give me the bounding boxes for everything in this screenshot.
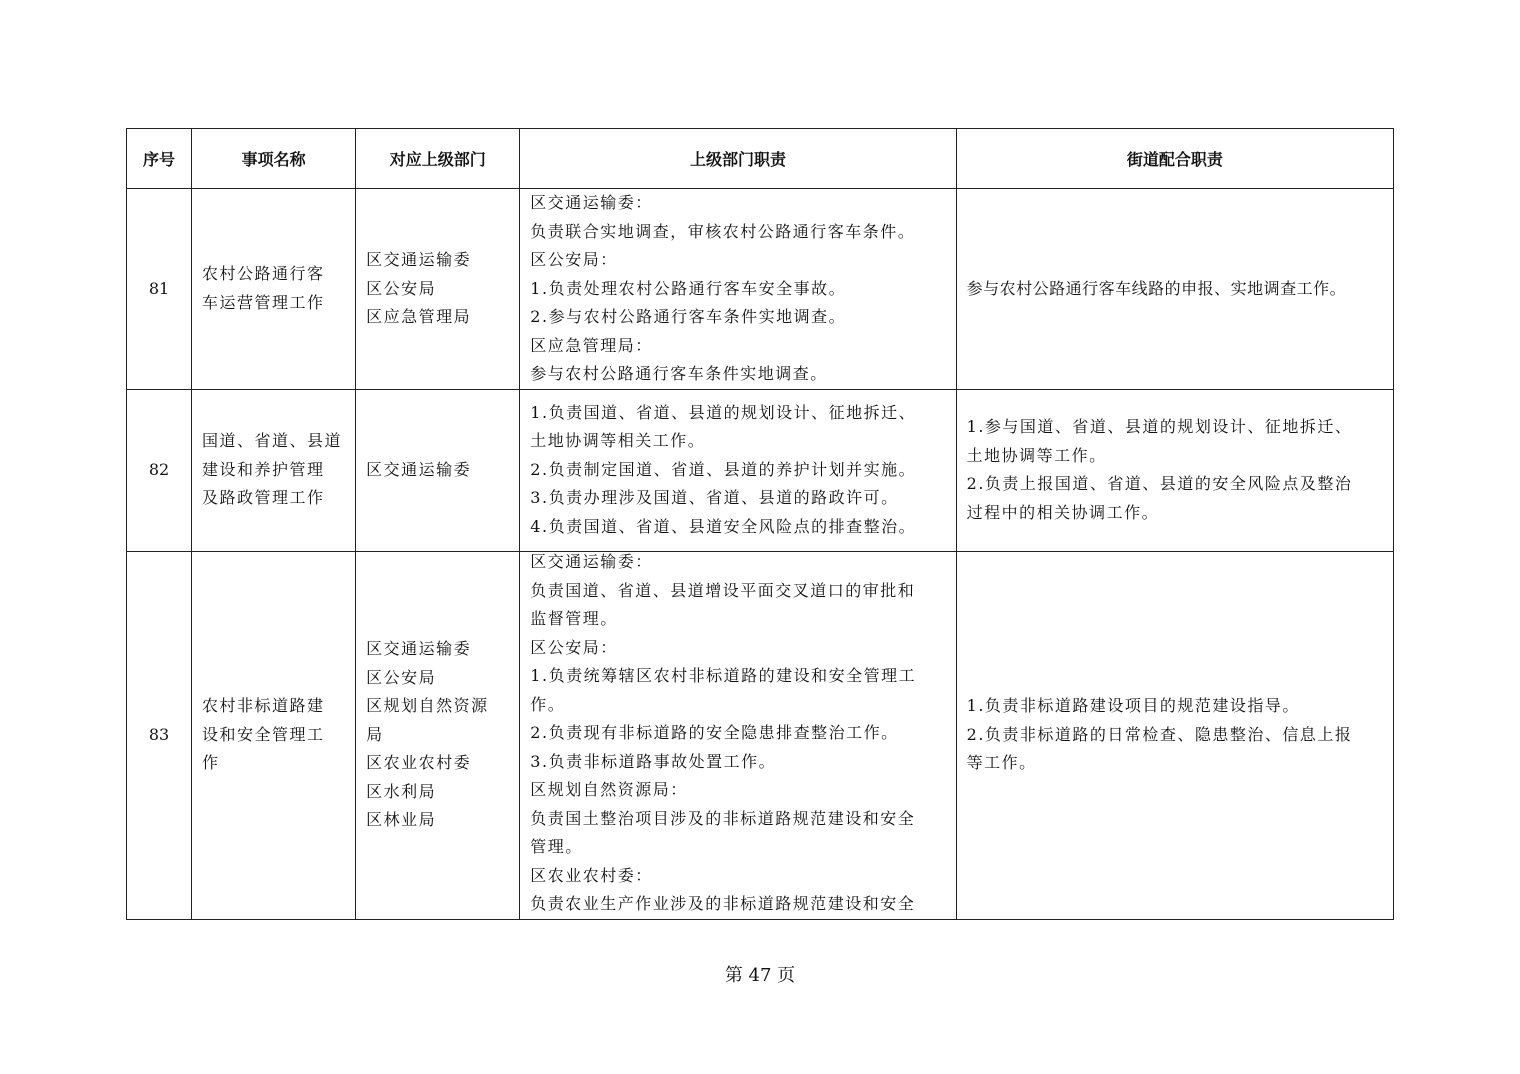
street-duties bbox=[956, 389, 1393, 551]
text-line: 2.负责现有非标道路的安全隐患排查整治工作。 bbox=[530, 723, 899, 742]
text-line: 及路政管理工作 bbox=[202, 488, 325, 508]
header-street: 街道配合职责 bbox=[956, 129, 1393, 189]
matter-name bbox=[192, 189, 356, 390]
text-line: 2.负责上报国道、省道、县道的安全风险点及整治 bbox=[966, 474, 1353, 493]
text-line: 1.负责处理农村公路通行客车安全事故。 bbox=[530, 278, 847, 298]
text-line: 2.负责非标道路的日常检查、隐患整治、信息上报 bbox=[966, 724, 1353, 744]
text-line: 区公安局： bbox=[530, 637, 618, 657]
row-number: 83 bbox=[127, 551, 192, 919]
matter-name bbox=[192, 389, 356, 551]
street-duties bbox=[956, 189, 1393, 390]
text-line: 区交通运输委： bbox=[530, 193, 653, 212]
text-line: 土地协调等工作。 bbox=[966, 445, 1107, 465]
page-number: 第 47 页 bbox=[724, 965, 796, 986]
text-line: 土地协调等相关工作。 bbox=[530, 431, 706, 451]
text-line: 区交通运输委 bbox=[366, 459, 472, 479]
text-line: 区应急管理局： bbox=[530, 335, 653, 355]
text-line: 1.负责国道、省道、县道的规划设计、征地拆迁、 bbox=[530, 402, 917, 422]
superior-duties bbox=[520, 551, 956, 919]
text-line: 区交通运输委 bbox=[366, 639, 472, 659]
text-line: 作。 bbox=[530, 694, 566, 714]
text-line: 区农业农村委 bbox=[366, 753, 472, 773]
table-row bbox=[127, 551, 1394, 919]
table-header-row bbox=[127, 129, 1394, 189]
text-line: 1.负责统筹辖区农村非标道路的建设和安全管理工 bbox=[530, 666, 917, 685]
text-line: 1.参与国道、省道、县道的规划设计、征地拆迁、 bbox=[966, 417, 1353, 436]
text-line: 2.参与农村公路通行客车条件实地调查。 bbox=[530, 307, 847, 326]
text-line: 农村公路通行客 bbox=[202, 264, 325, 284]
superior-duties bbox=[520, 189, 956, 390]
text-line: 作 bbox=[202, 753, 220, 773]
text-line: 负责农业生产作业涉及的非标道路规范建设和安全 bbox=[530, 894, 916, 913]
row-number: 81 bbox=[127, 189, 192, 390]
street-duties bbox=[956, 551, 1393, 919]
header-duty: 上级部门职责 bbox=[520, 129, 956, 189]
text-line: 负责联合实地调查，审核农村公路通行客车条件。 bbox=[530, 221, 916, 241]
text-line: 等工作。 bbox=[966, 753, 1037, 773]
matters-table bbox=[126, 128, 1394, 920]
text-line: 建设和养护管理 bbox=[202, 459, 325, 479]
header-name: 事项名称 bbox=[192, 129, 356, 189]
text-line: 设和安全管理工 bbox=[202, 724, 325, 744]
text-line: 局 bbox=[366, 724, 384, 744]
text-line: 参与农村公路通行客车线路的申报、实地调查工作。 bbox=[966, 278, 1347, 298]
text-line: 农村非标道路建 bbox=[202, 696, 325, 716]
text-line: 管理。 bbox=[530, 837, 583, 856]
text-line: 1.负责非标道路建设项目的规范建设指导。 bbox=[966, 696, 1300, 716]
superior-departments bbox=[356, 389, 520, 551]
superior-departments bbox=[356, 551, 520, 919]
text-line: 3.负责办理涉及国道、省道、县道的路政许可。 bbox=[530, 488, 899, 508]
superior-departments bbox=[356, 189, 520, 390]
matter-name bbox=[192, 551, 356, 919]
text-line: 区应急管理局 bbox=[366, 307, 472, 326]
text-line: 4.负责国道、省道、县道安全风险点的排查整治。 bbox=[530, 516, 917, 536]
table-row bbox=[127, 189, 1394, 390]
text-line: 参与农村公路通行客车条件实地调查。 bbox=[530, 364, 828, 383]
text-line: 区公安局： bbox=[530, 250, 618, 269]
header-dept: 对应上级部门 bbox=[356, 129, 520, 189]
table-row bbox=[127, 389, 1394, 551]
row-number: 82 bbox=[127, 389, 192, 551]
text-line: 区林业局 bbox=[366, 810, 437, 830]
text-line: 车运营管理工作 bbox=[202, 292, 325, 312]
text-line: 2.负责制定国道、省道、县道的养护计划并实施。 bbox=[530, 459, 917, 479]
text-line: 区交通运输委 bbox=[366, 250, 472, 269]
text-line: 区公安局 bbox=[366, 667, 437, 687]
text-line: 负责国土整治项目涉及的非标道路规范建设和安全 bbox=[530, 808, 916, 828]
text-line: 区交通运输委： bbox=[530, 552, 653, 571]
superior-duties bbox=[520, 389, 956, 551]
text-line: 区公安局 bbox=[366, 278, 437, 298]
header-no: 序号 bbox=[127, 129, 192, 189]
text-line: 国道、省道、县道 bbox=[202, 431, 343, 451]
text-line: 区规划自然资源 bbox=[366, 696, 489, 716]
text-line: 监督管理。 bbox=[530, 609, 618, 628]
text-line: 过程中的相关协调工作。 bbox=[966, 502, 1160, 522]
text-line: 区水利局 bbox=[366, 781, 437, 801]
text-line: 负责国道、省道、县道增设平面交叉道口的审批和 bbox=[530, 580, 916, 600]
text-line: 区规划自然资源局： bbox=[530, 780, 688, 799]
text-line: 区农业农村委： bbox=[530, 865, 653, 885]
text-line: 3.负责非标道路事故处置工作。 bbox=[530, 751, 777, 771]
